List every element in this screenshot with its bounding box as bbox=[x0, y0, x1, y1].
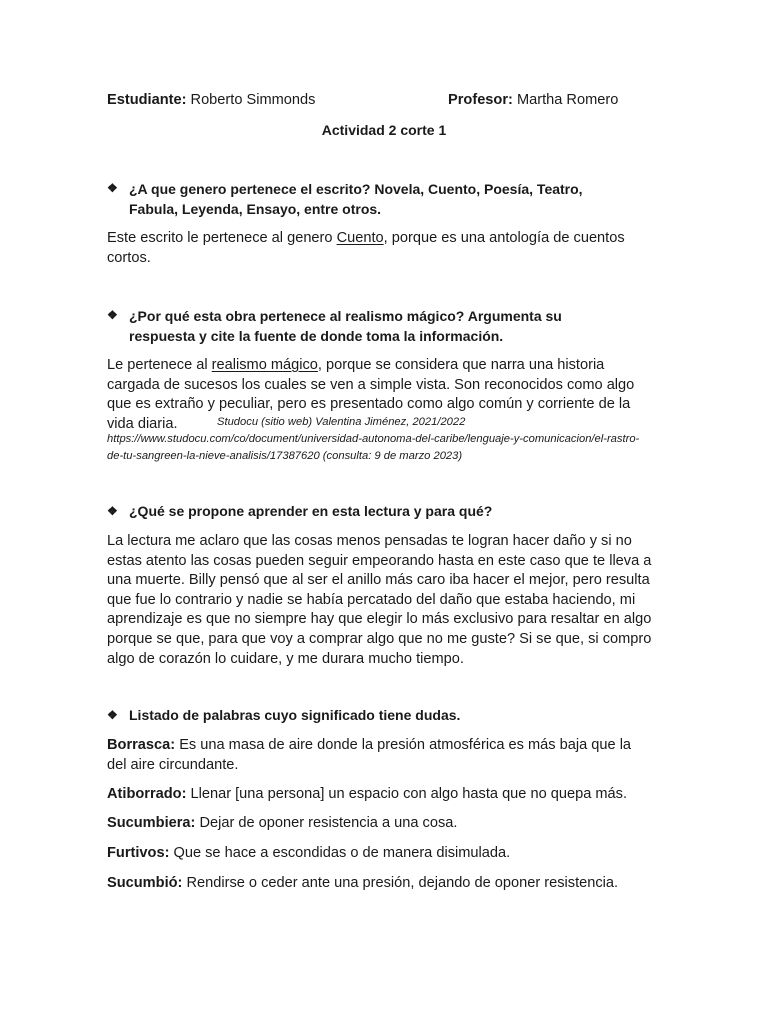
diamond-bullet-icon: ❖ bbox=[107, 181, 118, 195]
document-title: Actividad 2 corte 1 bbox=[321, 122, 447, 138]
question-3: ¿Qué se propone aprender en esta lectura y para qué? bbox=[129, 503, 493, 519]
term-definition: Dejar de oponer resistencia a una cosa. bbox=[195, 815, 458, 831]
answer-2-text: Le pertenece al bbox=[107, 357, 212, 373]
teacher-label: Profesor: bbox=[448, 92, 513, 108]
diamond-bullet-icon: ❖ bbox=[107, 504, 118, 518]
term-item bbox=[107, 736, 652, 775]
question-2: ¿Por qué esta obra pertenece al realismo mágico? Argumenta su respuesta y cite la fuente de donde toma la información. bbox=[129, 308, 562, 344]
answer-3: La lectura me aclaro que las cosas menos pensadas te logran hacer daño y si no estas atento las cosas pueden seguir empeorando hasta en este caso que te lleva a una muerte. Billy pensó que al ser el anillo más caro iba hacer el mejor, pero resulta que fue lo contrario y nadie se había percatado del daño que estaba haciendo, mi aprendizaje es que no siempre hay que elegir lo más exclusivo para resaltar en algo porque se que, para que voy a comprar algo que no me guste? Si se que, si compro algo de corazón lo cuidare, y me durara mucho tiempo. bbox=[107, 533, 652, 667]
term-definition: Rendirse o ceder ante una presión, dejando de oponer resistencia. bbox=[182, 875, 619, 891]
term-item bbox=[107, 874, 687, 894]
term-word: Atiborrado: bbox=[107, 786, 187, 802]
term-definition: Que se hace a escondidas o de manera disimulada. bbox=[169, 845, 511, 861]
answer-1-text: Este escrito le pertenece al genero bbox=[107, 230, 337, 246]
term-item bbox=[107, 785, 667, 805]
term-word: Furtivos: bbox=[107, 845, 170, 861]
term-item bbox=[107, 814, 667, 834]
answer-2-text-end: , porque se considera que narra una historia cargada de sucesos los cuales se ven a simple vista. Son reconocidos como algo que es extraño y peculiar, pero es presentado como algo común y corriente de la vida diaria. bbox=[107, 357, 635, 432]
term-item bbox=[107, 844, 667, 864]
realismo-underlined: realismo mágico bbox=[211, 357, 318, 373]
citation: Studocu (sitio web) Valentina Jiménez, 2021/2022 https://www.studocu.com/co/document/universidad-autonoma-del-caribe/lenguaje-y-comunicacion/el-rastro-de-tu-sangreen-la-nieve-analisis/17387620 (consulta: 9 de marzo 2023) bbox=[107, 416, 640, 462]
student-line bbox=[107, 91, 315, 111]
answer-1-text-end: , porque es una antología de cuentos cortos. bbox=[107, 230, 625, 266]
term-word: Sucumbió: bbox=[107, 875, 183, 891]
answer-1 bbox=[107, 229, 647, 268]
genre-underlined: Cuento bbox=[336, 230, 384, 246]
term-word: Borrasca: bbox=[107, 737, 176, 753]
diamond-bullet-icon: ❖ bbox=[107, 708, 118, 722]
teacher-line bbox=[448, 91, 618, 111]
student-name: Roberto Simmonds bbox=[190, 92, 316, 108]
question-1: ¿A que genero pertenece el escrito? Novela, Cuento, Poesía, Teatro, Fabula, Leyenda, Ensayo, entre otros. bbox=[129, 181, 583, 217]
diamond-bullet-icon: ❖ bbox=[107, 308, 118, 322]
student-label: Estudiante: bbox=[107, 92, 187, 108]
teacher-name: Martha Romero bbox=[516, 92, 619, 108]
term-definition: Llenar [una persona] un espacio con algo hasta que no quepa más. bbox=[186, 786, 628, 802]
question-4: Listado de palabras cuyo significado tiene dudas. bbox=[129, 707, 461, 723]
term-definition: Es una masa de aire donde la presión atmosférica es más baja que la del aire circundante. bbox=[107, 737, 632, 773]
term-word: Sucumbiera: bbox=[107, 815, 196, 831]
